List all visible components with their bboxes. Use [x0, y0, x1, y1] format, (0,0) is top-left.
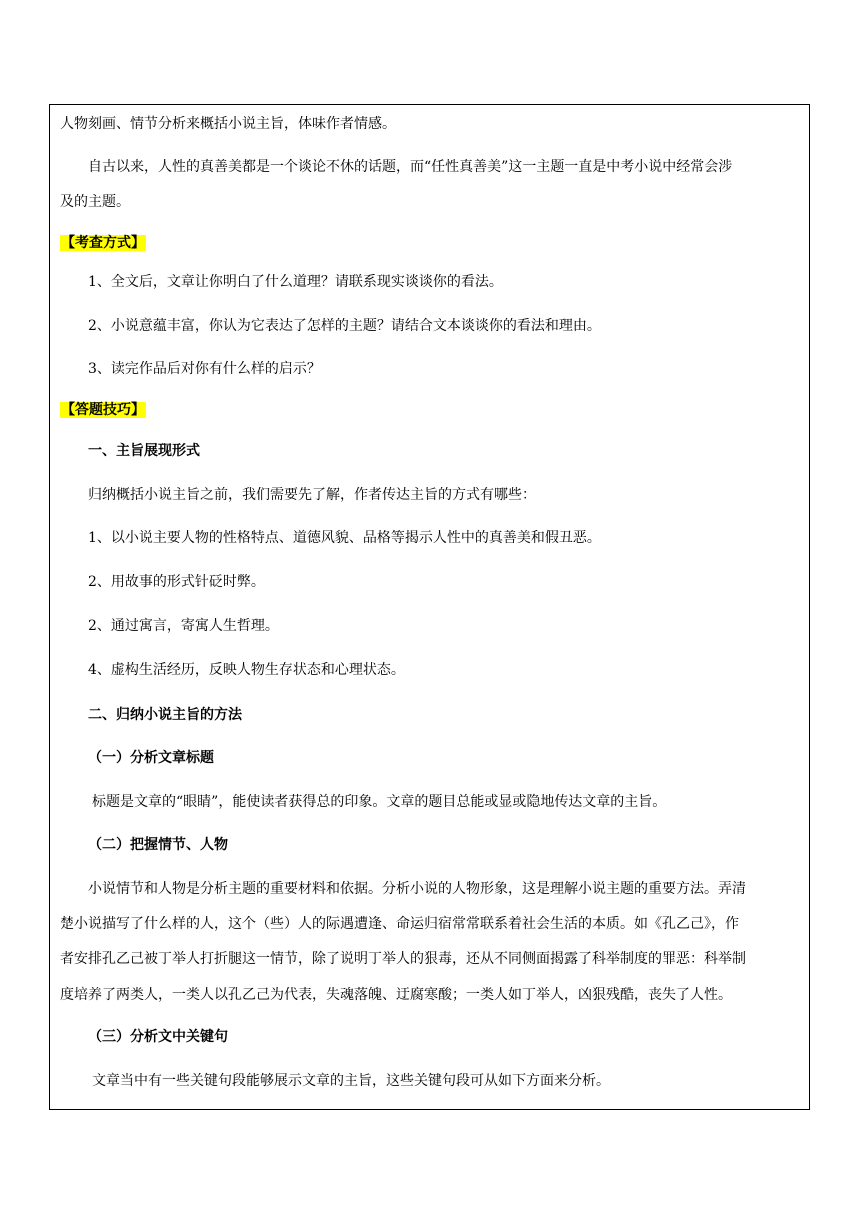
subsection-2-line-3: 者安排孔乙己被丁举人打折腿这一情节，除了说明丁举人的狠毒，还从不同侧面揭露了科举制度的罪恶：科举制 — [60, 951, 746, 967]
section-1-item-4: 4、虚构生活经历，反映人物生存状态和心理状态。 — [88, 662, 405, 678]
section-1-lead: 归纳概括小说主旨之前，我们需要先了解，作者传达主旨的方式有哪些： — [88, 487, 536, 503]
answer-skills-heading-highlight: 【答题技巧】 — [61, 402, 145, 418]
exam-question-1: 1、全文后，文章让你明白了什么道理？请联系现实谈谈你的看法。 — [88, 274, 503, 290]
section-1-title: 一、主旨展现形式 — [88, 443, 200, 459]
exam-method-heading — [60, 233, 146, 253]
subsection-2-line-1: 小说情节和人物是分析主题的重要材料和依据。分析小说的人物形象，这是理解小说主题的重要方法。弄清 — [88, 881, 746, 897]
exam-method-heading-highlight: 【考查方式】 — [61, 235, 145, 251]
subsection-1-text: 标题是文章的“眼睛”，能使读者获得总的印象。文章的题目总能或显或隐地传达文章的主旨。 — [92, 794, 667, 810]
section-1-item-1: 1、以小说主要人物的性格特点、道德风貌、品格等揭示人性中的真善美和假丑恶。 — [88, 530, 601, 546]
section-1-item-3: 2、通过寓言，寄寓人生哲理。 — [88, 618, 279, 634]
section-1-item-2: 2、用故事的形式针砭时弊。 — [88, 574, 265, 590]
section-2-title: 二、归纳小说主旨的方法 — [88, 707, 242, 723]
subsection-2-line-2: 楚小说描写了什么样的人，这个（些）人的际遇遭逢、命运归宿常常联系着社会生活的本质。如《孔乙己》，作 — [60, 916, 739, 932]
answer-skills-heading — [60, 400, 146, 420]
subsection-3-title: （三）分析文中关键句 — [88, 1029, 228, 1045]
intro-paragraph-tail: 人物刻画、情节分析来概括小说主旨，体味作者情感。 — [60, 116, 396, 132]
exam-question-3: 3、读完作品后对你有什么样的启示？ — [88, 361, 321, 377]
theme-paragraph-line-2: 及的主题。 — [60, 194, 130, 210]
subsection-3-text: 文章当中有一些关键句段能够展示文章的主旨，这些关键句段可从如下方面来分析。 — [92, 1073, 610, 1089]
theme-paragraph-line-1: 自古以来，人性的真善美都是一个谈论不休的话题，而“任性真善美”这一主题一直是中考小说中经常会涉 — [88, 159, 733, 175]
exam-question-2: 2、小说意蕴丰富，你认为它表达了怎样的主题？请结合文本谈谈你的看法和理由。 — [88, 318, 601, 334]
subsection-2-line-4: 度培养了两类人，一类人以孔乙己为代表，失魂落魄、迂腐寒酸；一类人如丁举人，凶狠残酷，丧失了人性。 — [60, 987, 732, 1003]
subsection-2-title: （二）把握情节、人物 — [88, 837, 228, 853]
subsection-1-title: （一）分析文章标题 — [88, 750, 214, 766]
